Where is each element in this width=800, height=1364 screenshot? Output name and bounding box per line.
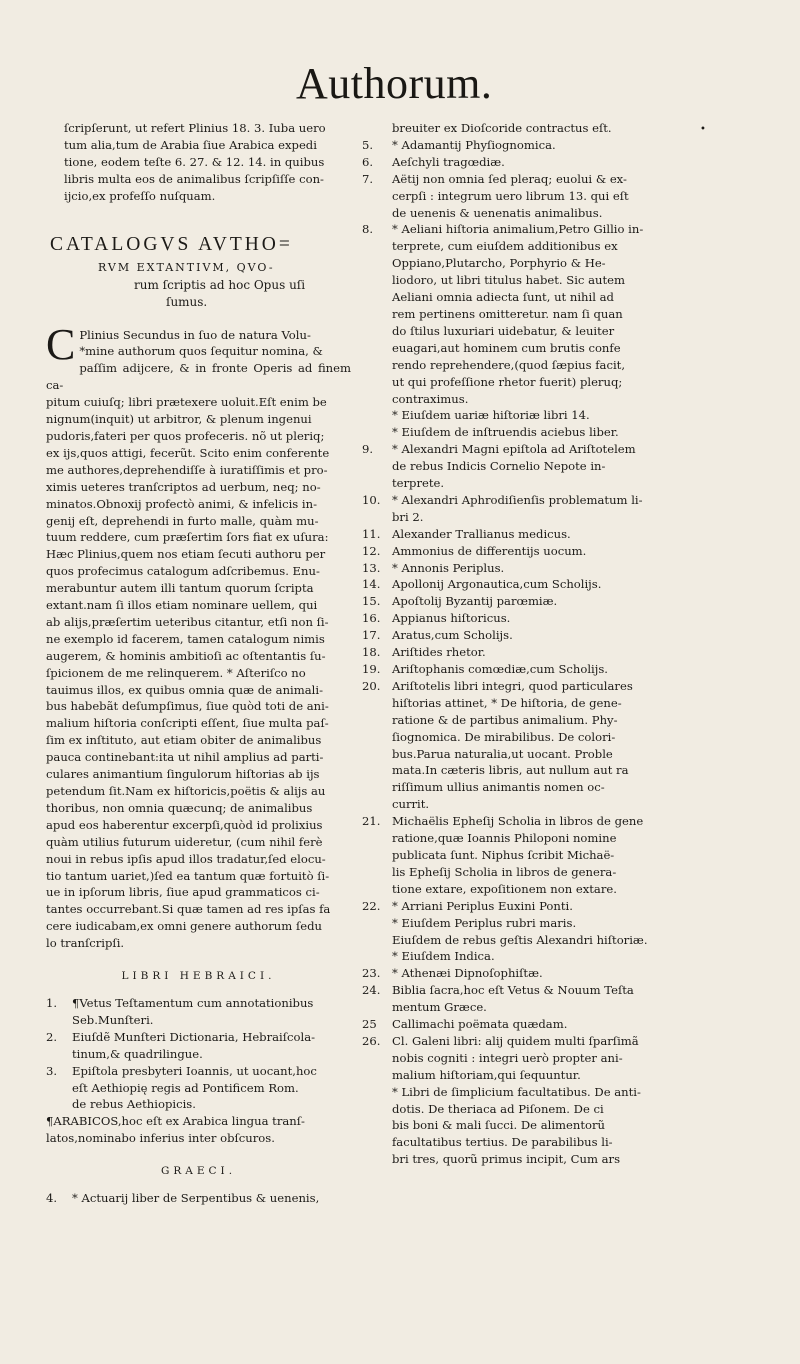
catalog-entry	[362, 171, 722, 222]
entry-number: 18.	[362, 645, 381, 660]
entry-text	[392, 627, 722, 644]
entry-line: Callimachi poëmata quædam.	[392, 1017, 568, 1032]
entry-text	[72, 1063, 351, 1114]
entry-number: 5.	[362, 137, 374, 152]
entry-line: Eiuſdẽ Munſteri Dictionaria, Hebraiſcola-	[72, 1029, 316, 1044]
catalog-entry	[362, 982, 722, 1016]
entry-line: tinum,& quadrilingue.	[72, 1046, 203, 1061]
entry-line: Aeliani omnia adiecta ſunt, ut nihil ad	[392, 290, 614, 305]
entry-text	[392, 593, 722, 610]
entry-line: publicata ſunt. Niphus ſcribit Michaë-	[392, 847, 615, 862]
catalog-entry	[362, 610, 722, 627]
entry-line: ſiognomica. De mirabilibus. De colori-	[392, 729, 616, 744]
catalog-entry	[362, 120, 722, 137]
entry-text	[72, 995, 351, 1029]
catalog-subtitle-2: rum ſcriptis ad hoc Opus uſi	[134, 277, 306, 292]
entry-line: ratione,quæ Ioannis Philoponi nomine	[392, 831, 617, 846]
entry-text	[392, 813, 722, 898]
entry-line: Epiſtola presbyteri Ioannis, ut uocant,hoc	[72, 1063, 317, 1078]
section-heading-hebrew: LIBRI HEBRAICI.	[121, 970, 276, 983]
entry-text	[392, 1084, 722, 1169]
entry-text	[392, 154, 722, 171]
entry-line: * Aeliani hiſtoria animalium,Petro Gillio in-	[392, 222, 644, 237]
entry-number: 12.	[362, 543, 381, 558]
entry-line: terprete.	[392, 476, 445, 491]
right-column	[362, 120, 722, 1168]
entry-line: lis Epheſij Scholia in libros de genera-	[392, 864, 617, 879]
catalog-entry	[362, 965, 722, 982]
entry-line: mata.In cæteris libris, aut nullum aut ra	[392, 763, 629, 778]
text-line: genij eſt, deprehendi in furto malle, quàm mu-	[46, 513, 319, 528]
entry-line: * Adamantij Phyſiognomica.	[392, 137, 556, 152]
running-head: Authorum.	[296, 59, 493, 108]
entry-line: ut qui profeſſione rhetor fuerit) pleruq;	[392, 374, 623, 389]
entry-number: 14.	[362, 577, 381, 592]
entry-number: 24.	[362, 983, 381, 998]
hebrew-list	[46, 995, 351, 1113]
entry-number: 3.	[46, 1063, 58, 1078]
text-line: paſſim adijcere, & in fronte Operis ad finem ca-	[46, 361, 351, 393]
entry-text	[392, 898, 722, 915]
entry-line: Apollonij Argonautica,cum Scholijs.	[392, 577, 602, 592]
entry-number: 9.	[362, 442, 374, 457]
preface-paragraph	[46, 319, 351, 953]
entry-line: currit.	[392, 797, 430, 812]
text-line: extant.nam ſi illos etiam nominare uellem, qui	[46, 598, 318, 613]
entry-text	[72, 1029, 351, 1063]
entry-number: 13.	[362, 560, 381, 575]
arabic-line: ¶ARABICOS,hoc eſt ex Arabica lingua tranſ-	[46, 1114, 305, 1129]
entry-line: eſt Aethiopię regis ad Pontificem Rom.	[72, 1080, 299, 1095]
section-heading-greek: GRAECI.	[160, 1165, 237, 1178]
catalog-entry	[362, 593, 722, 610]
catalog-entry	[362, 1016, 722, 1033]
catalog-entry	[46, 1029, 351, 1063]
catalog-entry	[362, 932, 722, 949]
text-line: ximis ueteres tranſcriptos ad uerbum, neq; no-	[46, 479, 321, 494]
entry-number: 20.	[362, 678, 381, 693]
catalog-entry	[362, 813, 722, 898]
text-line: quos profecimus catalogum adſcribemus. Enu-	[46, 564, 320, 579]
catalog-entry	[362, 560, 722, 577]
entry-line: * Eiuſdem Periplus rubri maris.	[392, 915, 577, 930]
entry-number	[362, 120, 392, 137]
entry-line: Apoſtolij Byzantij parœmiæ.	[392, 594, 558, 609]
entry-text	[392, 560, 722, 577]
entry-line: Biblia ſacra,hoc eſt Vetus & Nouum Teſta	[392, 983, 634, 998]
entry-text	[392, 644, 722, 661]
entry-number: 26.	[362, 1033, 381, 1048]
entry-line: de rebus Aethiopicis.	[72, 1097, 196, 1112]
text-line: tauimus illos, ex quibus omnia quæ de animali-	[46, 682, 323, 697]
entry-text	[392, 965, 722, 982]
text-line: Plinius Secundus in ſuo de natura Volu-	[79, 327, 311, 342]
catalog-title: CATALOGVS AVTHO=	[50, 233, 293, 255]
entry-line: * Eiuſdem de inſtruendis aciebus liber.	[392, 425, 619, 440]
catalog-entry	[362, 407, 722, 424]
entry-line: Ammonius de differentijs uocum.	[392, 543, 587, 558]
text-line: cere iudicabam,ex omni genere authorum ſedu	[46, 919, 322, 934]
intro-paragraph	[64, 120, 351, 205]
intro-line: ijcio,ex profeſſo nuſquam.	[64, 188, 216, 203]
entry-line: malium hiſtoriam,qui ſequuntur.	[392, 1067, 581, 1082]
intro-line: tum alia,tum de Arabia ſiue Arabica expedi	[64, 137, 317, 152]
catalog-entry	[362, 137, 722, 154]
entry-text	[392, 424, 722, 441]
entry-line: * Athenæi Dipnoſophiſtæ.	[392, 966, 543, 981]
entry-line: Ariſtides rhetor.	[392, 645, 486, 660]
text-line: ſim ex inſtituto, aut etiam obiter de animalibus	[46, 733, 322, 748]
entry-text	[392, 137, 722, 154]
entry-text	[392, 678, 722, 813]
text-line: thoribus, non omnia quæcunq; de animalibus	[46, 800, 313, 815]
entry-line: Appianus hiſtoricus.	[392, 611, 511, 626]
catalog-subtitle-3: ſumus.	[166, 294, 208, 309]
catalog-entry	[362, 221, 722, 407]
text-line: ſpicionem de me relinquerem. * Aſteriſco no	[46, 665, 306, 680]
entry-line: ratione & de partibus animalium. Phy-	[392, 712, 618, 727]
entry-text	[392, 661, 722, 678]
text-line: petendum ſit.Nam ex hiſtoricis,poëtis & alijs au	[46, 784, 326, 798]
entry-text	[392, 221, 722, 407]
entry-line: bus.Parua naturalia,ut uocant. Proble	[392, 746, 613, 761]
entry-number	[362, 932, 392, 949]
text-line: Hæc Plinius,quem nos etiam ſecuti authoru per	[46, 547, 326, 562]
entry-text	[392, 915, 722, 932]
entry-line: Ariſtotelis libri integri, quod particulares	[392, 678, 633, 693]
text-line: quàm utilius futurum uideretur, (cum nihil ferè	[46, 834, 323, 849]
entry-line: * Eiuſdem uariæ hiſtoriæ libri 14.	[392, 408, 590, 423]
catalog-entry	[362, 1033, 722, 1084]
catalog-entry	[362, 154, 722, 171]
entry-number: 25	[362, 1017, 377, 1032]
entry-number: 4.	[46, 1191, 58, 1206]
entry-line: Aeſchyli tragœdiæ.	[392, 154, 505, 169]
entry-text	[392, 492, 722, 526]
entry-number: 6.	[362, 154, 374, 169]
text-line: minatos.Obnoxij profectò animi, & infelicis in-	[46, 496, 318, 511]
entry-line: Michaëlis Epheſij Scholia in libros de gene	[392, 814, 644, 829]
entry-line: Seb.Munſteri.	[72, 1012, 154, 1027]
entry-text	[392, 407, 722, 424]
margin-dot: •	[700, 124, 706, 135]
entry-line: do ſtilus luxuriari uidebatur, & leuiter	[392, 323, 615, 338]
text-line: merabuntur autem illi tantum quorum ſcripta	[46, 581, 314, 596]
text-line: noui in rebus ipſis apud illos tradatur,ſed elocu-	[46, 851, 326, 866]
catalog-entry	[362, 644, 722, 661]
catalog-entry	[362, 915, 722, 932]
entry-text: * Actuarij liber de Serpentibus & uenenis,	[72, 1191, 320, 1206]
entry-line: euagari,aut hominem cum brutis confe	[392, 340, 621, 355]
entry-line: * Alexandri Magni epiſtola ad Ariſtotelem	[392, 442, 636, 457]
entry-line: facultatibus tertius. De parabilibus li-	[392, 1135, 613, 1150]
text-line: tio tantum uariet,)ſed ea tantum quæ fortuitò ſi-	[46, 868, 330, 883]
entry-number	[362, 407, 392, 424]
intro-line: libris multa eos de animalibus ſcripſiſſe con-	[64, 171, 324, 186]
text-line: nignum(inquit) ut arbitror, & plenum ingenui	[46, 412, 312, 427]
text-line: apud eos haberentur excerpſi,quòd id prolixius	[46, 817, 323, 832]
entry-line: tione extare, expoſitionem non extare.	[392, 881, 617, 896]
entry-line: de rebus Indicis Cornelio Nepote in-	[392, 459, 606, 474]
text-line: culares animantium ſingulorum hiſtorias ab ijs	[46, 767, 320, 782]
entry-line: Oppiano,Plutarcho, Porphyrio & He-	[392, 256, 606, 271]
entry-line: cerpſi : integrum uero librum 13. qui eſt	[392, 188, 629, 203]
entry-line: * Alexandri Aphrodiſienſis problematum li-	[392, 492, 643, 507]
entry-line: * Libri de ſimplicium facultatibus. De anti-	[392, 1084, 641, 1099]
entry-line: terprete, cum eiuſdem additionibus ex	[392, 239, 618, 254]
entry-line: nobis cogniti : integri uerò propter ani-	[392, 1050, 623, 1065]
text-line: tuum reddere, cum præſertim ſors fiat ex uſura:	[46, 530, 329, 545]
text-line: pudoris,fateri per quos profeceris. nõ ut pleriq;	[46, 428, 325, 443]
entry-number: 23.	[362, 966, 381, 981]
entry-number: 1.	[46, 995, 58, 1010]
entry-line: mentum Græce.	[392, 1000, 487, 1015]
entry-number: 19.	[362, 662, 381, 676]
entry-line: rendo reprehendere,(quod ſæpius facit,	[392, 357, 626, 372]
text-line: ne exemplo id facerem, tamen catalogum nimis	[46, 631, 325, 646]
entry-line: Cl. Galeni libri: alij quidem multi ſparſimã	[392, 1033, 639, 1048]
entry-line: Alexander Trallianus medicus.	[392, 526, 571, 541]
entry-number	[362, 915, 392, 932]
entry-line: bis boni & mali ſucci. De alimentorũ	[392, 1118, 606, 1133]
drop-cap: C	[46, 319, 76, 369]
intro-line: tione, eodem teſte 6. 27. & 12. 14. in quibus	[64, 154, 325, 169]
text-line: *mine authorum quos ſequitur nomina, &	[79, 344, 323, 359]
entry-text	[392, 171, 722, 222]
catalog-entry	[362, 576, 722, 593]
entry-line: Aëtij non omnia ſed pleraq; euolui & ex-	[392, 171, 627, 186]
greek-entry	[46, 1190, 351, 1207]
entry-line: bri 2.	[392, 509, 424, 524]
entry-line: ¶Vetus Teſtamentum cum annotationibus	[72, 995, 314, 1010]
text-line: pitum cuiuſq; libri prætexere uoluit.Eſt enim be	[46, 395, 327, 410]
entry-number: 11.	[362, 526, 381, 541]
entry-line: de uenenis & uenenatis animalibus.	[392, 205, 603, 220]
entry-line: Aratus,cum Scholijs.	[392, 628, 513, 643]
entry-number: 8.	[362, 222, 374, 237]
catalog-entry	[362, 948, 722, 965]
entry-line: * Arriani Periplus Euxini Ponti.	[392, 898, 573, 913]
text-line: ab alijs,præſertim ueteribus citantur, etſi non ſi-	[46, 614, 329, 629]
entry-line: * Annonis Periplus.	[392, 560, 505, 575]
entry-line: Eiuſdem de rebus geſtis Alexandri hiſtoriæ.	[392, 932, 648, 947]
entry-text	[392, 526, 722, 543]
entry-text	[392, 1016, 722, 1033]
entry-line: hiſtorias attinet, * De hiſtoria, de gene-	[392, 695, 622, 710]
intro-line: ſcripſerunt, ut refert Plinius 18. 3. Iuba uero	[64, 121, 326, 135]
entry-text	[392, 982, 722, 1016]
entry-line: Ariſtophanis comœdiæ,cum Scholijs.	[392, 662, 608, 676]
text-line: ex ijs,quos attigi, fecerũt. Scito enim conferente	[46, 445, 330, 460]
entry-number	[362, 424, 392, 441]
catalog-entry	[362, 424, 722, 441]
entry-text	[392, 948, 722, 965]
entry-number	[362, 948, 392, 965]
catalog-entry	[362, 1084, 722, 1169]
arabic-line: latos,nominabo inferius inter obſcuros.	[46, 1131, 275, 1146]
arabic-note	[46, 1113, 351, 1147]
catalog-entry	[362, 492, 722, 526]
entry-text	[392, 576, 722, 593]
entry-number: 10.	[362, 492, 381, 507]
entry-text	[392, 1033, 722, 1084]
entry-line: riſſimum ullius animantis nomen oc-	[392, 780, 605, 795]
catalog-entry	[46, 1063, 351, 1114]
entry-text	[392, 120, 722, 137]
text-line: bus habebãt deſumpſimus, ſiue quòd toti de ani-	[46, 699, 329, 714]
catalog-subtitle: RVM EXTANTIVM, QVO-	[98, 260, 275, 274]
entry-number: 7.	[362, 171, 374, 186]
catalog-entry	[362, 543, 722, 560]
catalog-entry	[362, 678, 722, 813]
text-line: ue in ipſorum libris, ſiue apud grammaticos ci-	[46, 885, 320, 900]
entry-number: 16.	[362, 611, 381, 626]
entry-number	[362, 1084, 392, 1169]
text-line: pauca continebant:ita ut nihil amplius ad parti-	[46, 750, 324, 765]
entry-number: 17.	[362, 628, 381, 643]
entry-line: * Eiuſdem Indica.	[392, 949, 495, 964]
entry-line: rem pertinens omitteretur. nam ſi quan	[392, 306, 623, 321]
entry-line: breuiter ex Dioſcoride contractus eſt.	[392, 121, 612, 135]
entry-number: 2.	[46, 1029, 58, 1044]
catalog-entry	[362, 441, 722, 492]
left-column	[46, 120, 351, 1207]
entry-number: 15.	[362, 594, 381, 609]
catalog-entry	[362, 898, 722, 915]
entry-text	[392, 543, 722, 560]
text-line: me authores,deprehendiſſe à iuratiſſimis et pro-	[46, 462, 328, 477]
catalog-entry	[362, 661, 722, 678]
entry-line: dotis. De theriaca ad Piſonem. De ci	[392, 1101, 604, 1116]
entry-text	[392, 932, 722, 949]
entry-line: contraximus.	[392, 391, 469, 406]
text-line: lo tranſcripſi.	[46, 936, 125, 951]
entry-text	[392, 441, 722, 492]
entry-line: bri tres, quorũ primus incipit, Cum ars	[392, 1152, 621, 1167]
text-line: augerem, & hominis ambitioſi ac oſtentantis ſu-	[46, 648, 326, 663]
catalog-entry	[362, 526, 722, 543]
text-line: malium hiſtoria conſcripti eſſent, ſiue multa paſ-	[46, 716, 329, 731]
catalog-entry	[362, 627, 722, 644]
catalog-entry	[46, 995, 351, 1029]
text-line: tantes occurrebant.Si quæ tamen ad res ipſas fa	[46, 902, 331, 917]
entry-text	[392, 610, 722, 627]
entry-line: liodoro, ut libri titulus habet. Sic autem	[392, 273, 625, 288]
entry-number: 22.	[362, 898, 381, 913]
entry-number: 21.	[362, 814, 381, 829]
